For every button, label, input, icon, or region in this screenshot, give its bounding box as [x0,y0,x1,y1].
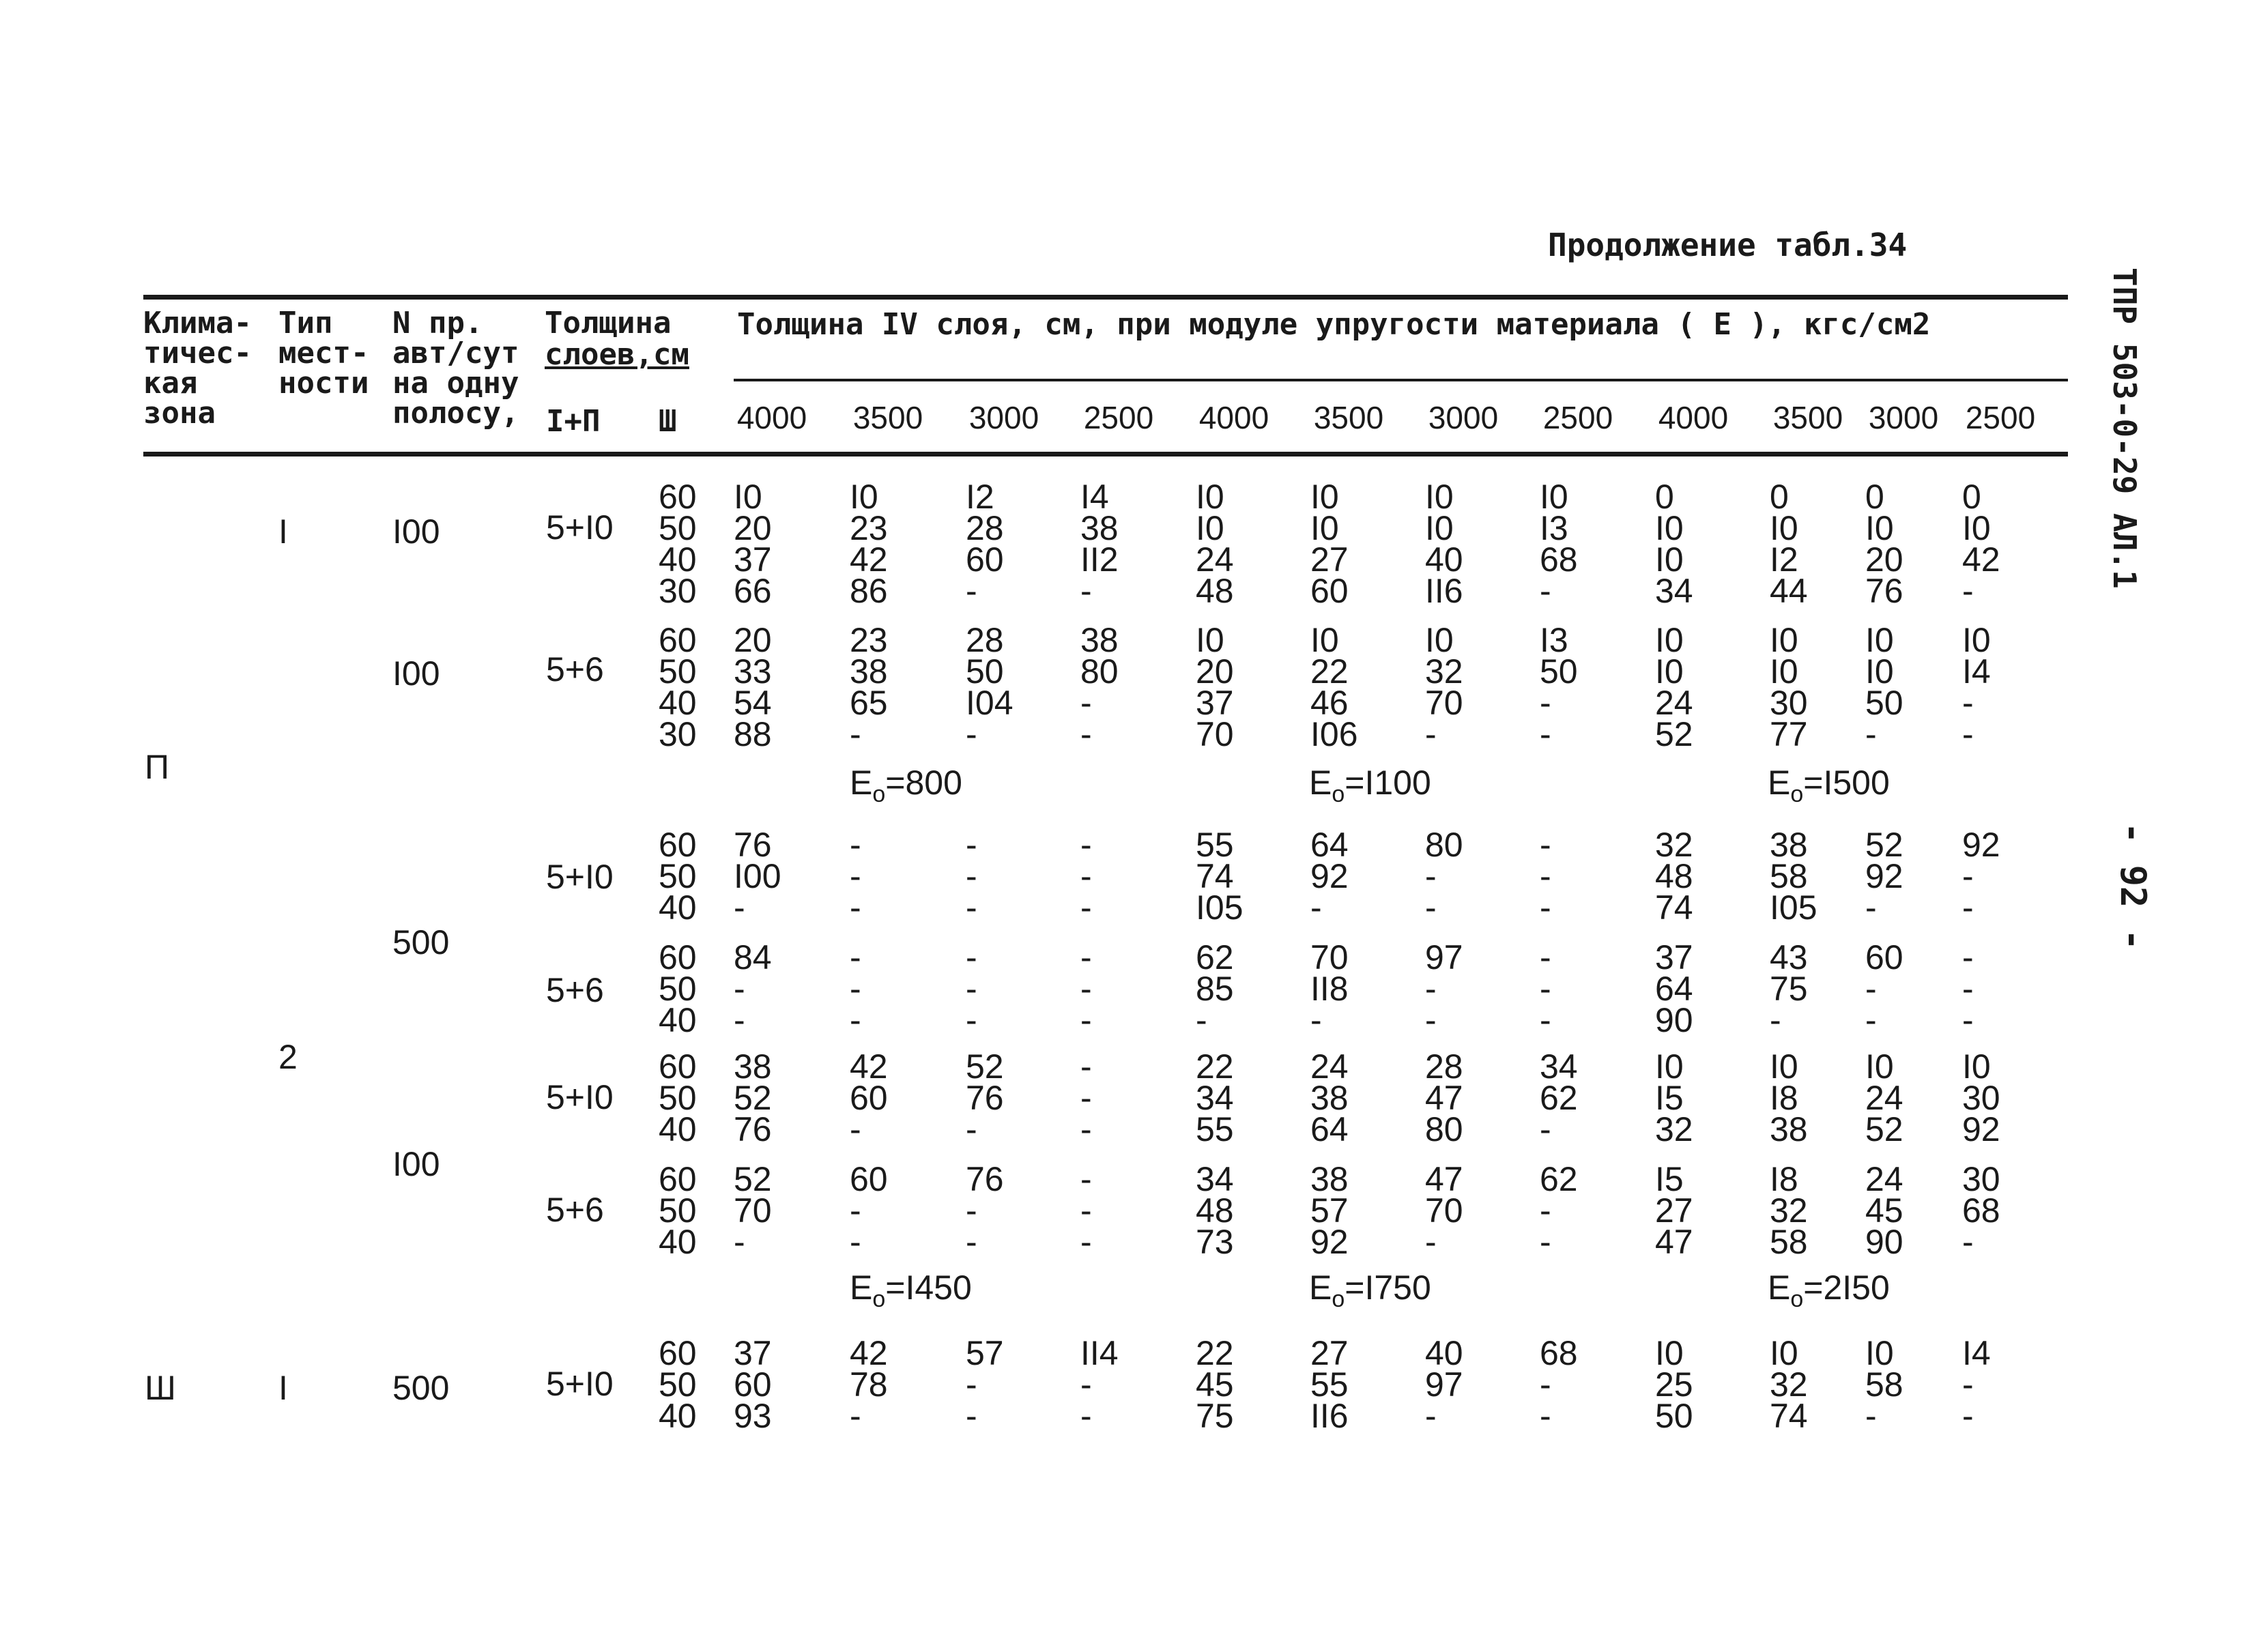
layer4-thickness-cell: 34 62 - [1540,1047,1578,1148]
layer4-thickness-cell: 0 I0 20 76 [1865,478,1903,610]
thickness-3-cell: 60 50 40 [659,826,697,927]
layer4-thickness-cell: I0 I0 24 52 [1655,621,1693,753]
thickness-1-2-cell: 5+6 [546,650,604,689]
layer4-thickness-cell: - - - [850,938,861,1039]
modulus-header: 3500 [852,400,923,435]
traffic-100-b: I00 [392,654,440,693]
layer4-thickness-cell: 0 I0 I2 44 [1770,478,1808,610]
layer4-thickness-cell: - - - [966,826,977,927]
layer4-thickness-cell: 52 70 - [734,1160,772,1261]
layer4-thickness-cell: 22 45 75 [1196,1334,1234,1435]
layer4-thickness-cell: I0 I0 50 - [1865,621,1903,753]
traffic-100-a: I00 [392,512,440,551]
layer4-thickness-cell: 43 75 - [1770,938,1808,1039]
layer4-thickness-cell: 97 - - [1425,938,1463,1039]
document-code: ТПР 503-0-29 АЛ.1 [2106,267,2143,589]
thickness-3-cell: 60 50 40 30 [659,621,697,753]
layer4-thickness-cell: - - - [966,938,977,1039]
thickness-3-cell: 60 50 40 30 [659,478,697,610]
thickness-3-cell: 60 50 40 [659,1334,697,1435]
header-layer-3: Ш [659,404,677,439]
table-caption: Продолжение табл.34 [1548,227,1908,263]
thickness-1-2-cell: 5+I0 [546,1078,614,1116]
layer4-thickness-cell: I0 20 37 70 [1196,621,1234,753]
layer4-thickness-cell: 76 - - [966,1160,1004,1261]
thickness-1-2-cell: 5+I0 [546,1365,614,1403]
modulus-header: 4000 [1198,400,1269,435]
layer4-thickness-cell: - - - [1962,938,1974,1039]
climatic-zone-III: Ш [145,1369,176,1407]
layer4-thickness-cell: - - - [1080,826,1092,927]
layer4-thickness-cell: 37 64 90 [1655,938,1693,1039]
header-terrain-type: Тип мест- ности [278,306,369,401]
top-rule [143,295,2068,300]
layer4-thickness-cell: 38 80 - - [1080,621,1119,753]
modulus-header: 2500 [1083,400,1154,435]
layer4-thickness-cell: - - - [1540,826,1551,927]
layer4-thickness-cell: 30 68 - [1962,1160,2000,1261]
layer4-thickness-cell: I2 28 60 - [966,478,1004,610]
modulus-header: 2500 [1965,400,2036,435]
header-layer-4: Толщина IV слоя, см, при модуле упругости материала ( E ), кгс/см2 [737,307,1931,342]
layer4-thickness-cell: 24 45 90 [1865,1160,1903,1261]
layer4-thickness-cell: I4 38 II2 - [1080,478,1119,610]
layer4-thickness-cell: 42 60 - [850,1047,888,1148]
thickness-3-cell: 60 50 40 [659,1047,697,1148]
layer4-thickness-cell: - - - [1540,938,1551,1039]
layer4-thickness-cell: 27 55 II6 [1310,1334,1349,1435]
layer4-thickness-cell: 0 I0 I0 34 [1655,478,1693,610]
modulus-header: 3500 [1313,400,1384,435]
layer4-thickness-cell: 37 60 93 [734,1334,772,1435]
layer4-thickness-cell: 20 33 54 88 [734,621,772,753]
layer4-thickness-cell: 70 II8 - [1310,938,1349,1039]
layer4-thickness-cell: 22 34 55 [1196,1047,1234,1148]
thickness-3-cell: 60 50 40 [659,1160,697,1261]
layer4-thickness-cell: I0 I0 24 48 [1196,478,1234,610]
header-climatic-zone: Клима- тичес- кая зона [143,306,252,431]
layer4-thickness-cell: 55 74 I05 [1196,826,1243,927]
e0-row2-group1: $E_o=I450$ [850,1269,972,1312]
layer4-thickness-cell: 62 - - [1540,1160,1578,1261]
header-layer-thickness: Толщина [545,306,672,340]
layer4-thickness-cell: 24 38 64 [1310,1047,1349,1148]
modulus-header: 3000 [968,400,1039,435]
layer4-thickness-cell: - - - [1080,938,1092,1039]
thickness-1-2-cell: 5+I0 [546,858,614,896]
modulus-header: 4000 [736,400,807,435]
layer4-thickness-cell: I8 32 58 [1770,1160,1808,1261]
layer4-thickness-cell: 28 50 I04 - [966,621,1014,753]
layer4-thickness-cell: - - - [1080,1160,1092,1261]
layer4-thickness-cell: I0 I0 27 60 [1310,478,1349,610]
layer4-thickness-cell: 28 47 80 [1425,1047,1463,1148]
header-traffic: N пр. авт/сут на одну полосу, [392,306,519,431]
e0-row1-group1: $E_o=800$ [850,764,962,807]
layer4-thickness-cell: 92 - - [1962,826,2000,927]
modulus-header: 4000 [1658,400,1729,435]
thickness-3-cell: 60 50 40 [659,938,697,1039]
modulus-header: 3000 [1868,400,1939,435]
layer4-thickness-cell: - - - [1080,1047,1092,1148]
thickness-1-2-cell: 5+6 [546,1191,604,1229]
terrain-type-2: 2 [278,1038,298,1076]
layer4-thickness-cell: 38 52 76 [734,1047,772,1148]
layer4-thickness-cell: I0 I8 38 [1770,1047,1808,1148]
layer4-thickness-cell: I3 50 - - [1540,621,1578,753]
layer4-thickness-cell: I0 20 37 66 [734,478,772,610]
layer4-thickness-cell: I0 23 42 86 [850,478,888,610]
layer4-thickness-cell: I0 58 - [1865,1334,1903,1435]
layer4-thickness-cell: I0 22 46 I06 [1310,621,1358,753]
modulus-header: 3500 [1772,400,1843,435]
layer4-thickness-cell: 80 - - [1425,826,1463,927]
layer4-thickness-cell: I0 25 50 [1655,1334,1693,1435]
layer4-thickness-cell: 40 97 - [1425,1334,1463,1435]
layer4-thickness-cell: 42 78 - [850,1334,888,1435]
layer4-thickness-cell: I0 I0 30 77 [1770,621,1808,753]
layer4-thickness-cell: I0 I4 - - [1962,621,1991,753]
layer4-thickness-cell: II4 - - [1080,1334,1119,1435]
thickness-1-2-cell: 5+6 [546,971,604,1009]
e0-row1-group3: $E_o=I500$ [1768,764,1890,807]
layer4-thickness-cell: 32 48 74 [1655,826,1693,927]
modulus-header: 3000 [1428,400,1499,435]
layer4-thickness-cell: 23 38 65 - [850,621,888,753]
layer4-thickness-cell: 38 57 92 [1310,1160,1349,1261]
layer4-thickness-cell: 76 I00 - [734,826,781,927]
layer4-thickness-cell: 52 92 - [1865,826,1903,927]
terrain-type-1-zone-III: I [278,1369,288,1407]
layer4-thickness-cell: 57 - - [966,1334,1004,1435]
layer4-thickness-cell: I0 32 74 [1770,1334,1808,1435]
layer4-thickness-cell: 47 70 - [1425,1160,1463,1261]
layer4-thickness-cell: 34 48 73 [1196,1160,1234,1261]
layer4-thickness-cell: I0 24 52 [1865,1047,1903,1148]
header-subrule [734,379,2068,381]
layer4-thickness-cell: 60 - - [850,1160,888,1261]
climatic-zone-II: П [145,748,169,786]
layer4-thickness-cell: 38 58 I05 [1770,826,1817,927]
layer4-thickness-cell: 64 92 - [1310,826,1349,927]
layer4-thickness-cell: - - - [850,826,861,927]
layer4-thickness-cell: 84 - - [734,938,772,1039]
layer4-thickness-cell: I0 I3 68 - [1540,478,1578,610]
traffic-500: 500 [392,923,450,961]
layer4-thickness-cell: 60 - - [1865,938,1903,1039]
page-number: - 92 - [2112,822,2153,951]
thickness-1-2-cell: 5+I0 [546,508,614,547]
layer4-thickness-cell: I5 27 47 [1655,1160,1693,1261]
layer4-thickness-cell: I0 I5 32 [1655,1047,1693,1148]
layer4-thickness-cell: I4 - - [1962,1334,1991,1435]
terrain-type-1: I [278,512,288,551]
header-bottom-rule [143,452,2068,457]
layer4-thickness-cell: 68 - - [1540,1334,1578,1435]
traffic-100-c: I00 [392,1145,440,1183]
layer4-thickness-cell: 52 76 - [966,1047,1004,1148]
layer4-thickness-cell: 62 85 - [1196,938,1234,1039]
layer4-thickness-cell: I0 30 92 [1962,1047,2000,1148]
layer4-thickness-cell: 0 I0 42 - [1962,478,2000,610]
e0-row2-group2: $E_o=I750$ [1309,1269,1431,1312]
layer4-thickness-cell: I0 I0 40 II6 [1425,478,1463,610]
e0-row2-group3: $E_o=2I50$ [1768,1269,1890,1312]
modulus-header: 2500 [1542,400,1613,435]
traffic-500-zone-III: 500 [392,1369,450,1407]
header-layer-thickness-unit: слоев,см [545,337,689,372]
layer4-thickness-cell: I0 32 70 - [1425,621,1463,753]
header-layers-1-2: I+П [546,404,601,439]
e0-row1-group2: $E_o=I100$ [1309,764,1431,807]
